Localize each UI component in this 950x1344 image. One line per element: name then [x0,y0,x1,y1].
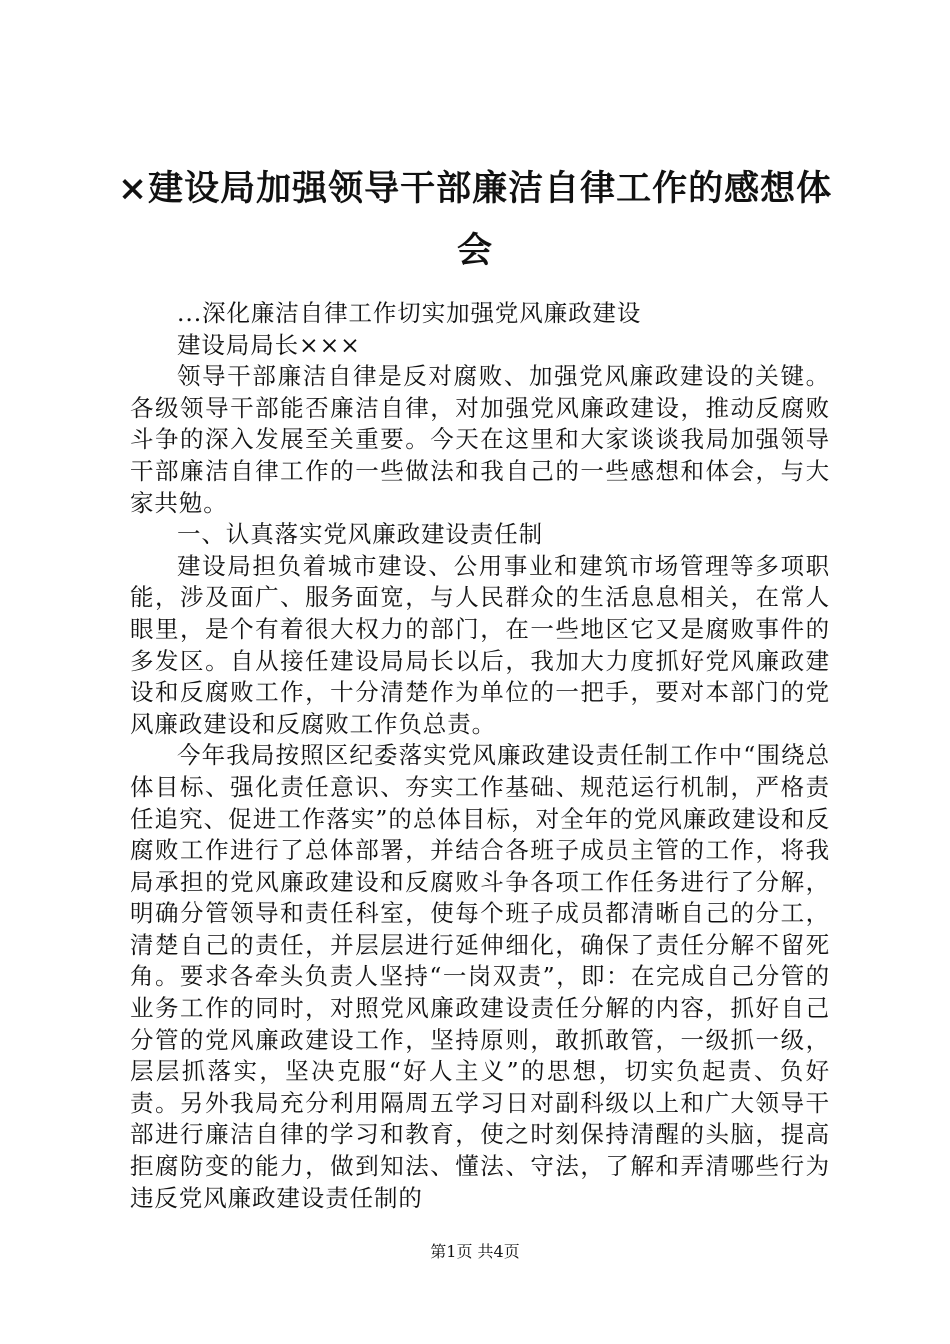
subtitle-line: ...深化廉洁自律工作切实加强党风廉政建设 [177,299,642,327]
body-paragraph: 建设局担负着城市建设、公用事业和建筑市场管理等多项职能，涉及面广、服务面宽，与人民群众的生活息息相关，在常人眼里，是个有着很大权力的部门，在一些地区它又是腐败事件的多发区。自从接任建设局局长以后，我加大力度抓好党风廉政建设和反腐败工作，十分清楚作为单位的一把手，要对本部门的党风廉政建设和反腐败工作负总责。 [130,551,830,738]
page-footer: 第1页 共4页 [430,1242,520,1261]
author-line: 建设局局长××× [177,330,361,359]
body-paragraph: 今年我局按照区纪委落实党风廉政建设责任制工作中“围绕总体目标、强化责任意识、夯实工作基础、规范运行机制，严格责任追究、促进工作落实”的总体目标，对全年的党风廉政建设和反腐败工作进行了总体部署，并结合各班子成员主管的工作，将我局承担的党风廉政建设和反腐败斗争各项工作任务进行了分解，明确分管领导和责任科室，使每个班子成员都清晰自己的分工，清楚自己的责任，并层层进行延伸细化，确保了责任分解不留死角。要求各牵头负责人坚持“一岗双责”，即：在完成自己分管的业务工作的同时，对照党风廉政建设责任分解的内容，抓好自己分管的党风廉政建设工作，坚持原则，敢抓敢管，一级抓一级，层层抓落实，坚决克服“好人主义”的思想，切实负起责、负好责。另外我局充分利用隔周五学习日对副科级以上和广大领导干部进行廉洁自律的学习和教育，使之时刻保持清醒的头脑，提高拒腐防变的能力，做到知法、懂法、守法，了解和弄清哪些行为违反党风廉政建设责任制的 [130,741,830,1212]
intro-paragraph: 领导干部廉洁自律是反对腐败、加强党风廉政建设的关键。各级领导干部能否廉洁自律，对加强党风廉政建设，推动反腐败斗争的深入发展至关重要。今天在这里和大家谈谈我局加强领导干部廉洁自律工作的一些做法和我自己的一些感想和体会，与大家共勉。 [130,362,830,517]
document-body [130,298,830,1214]
section-heading: 一、认真落实党风廉政建设责任制 [177,520,543,549]
document-title: ×建设局加强领导干部廉洁自律工作的感想体会 [117,168,833,271]
